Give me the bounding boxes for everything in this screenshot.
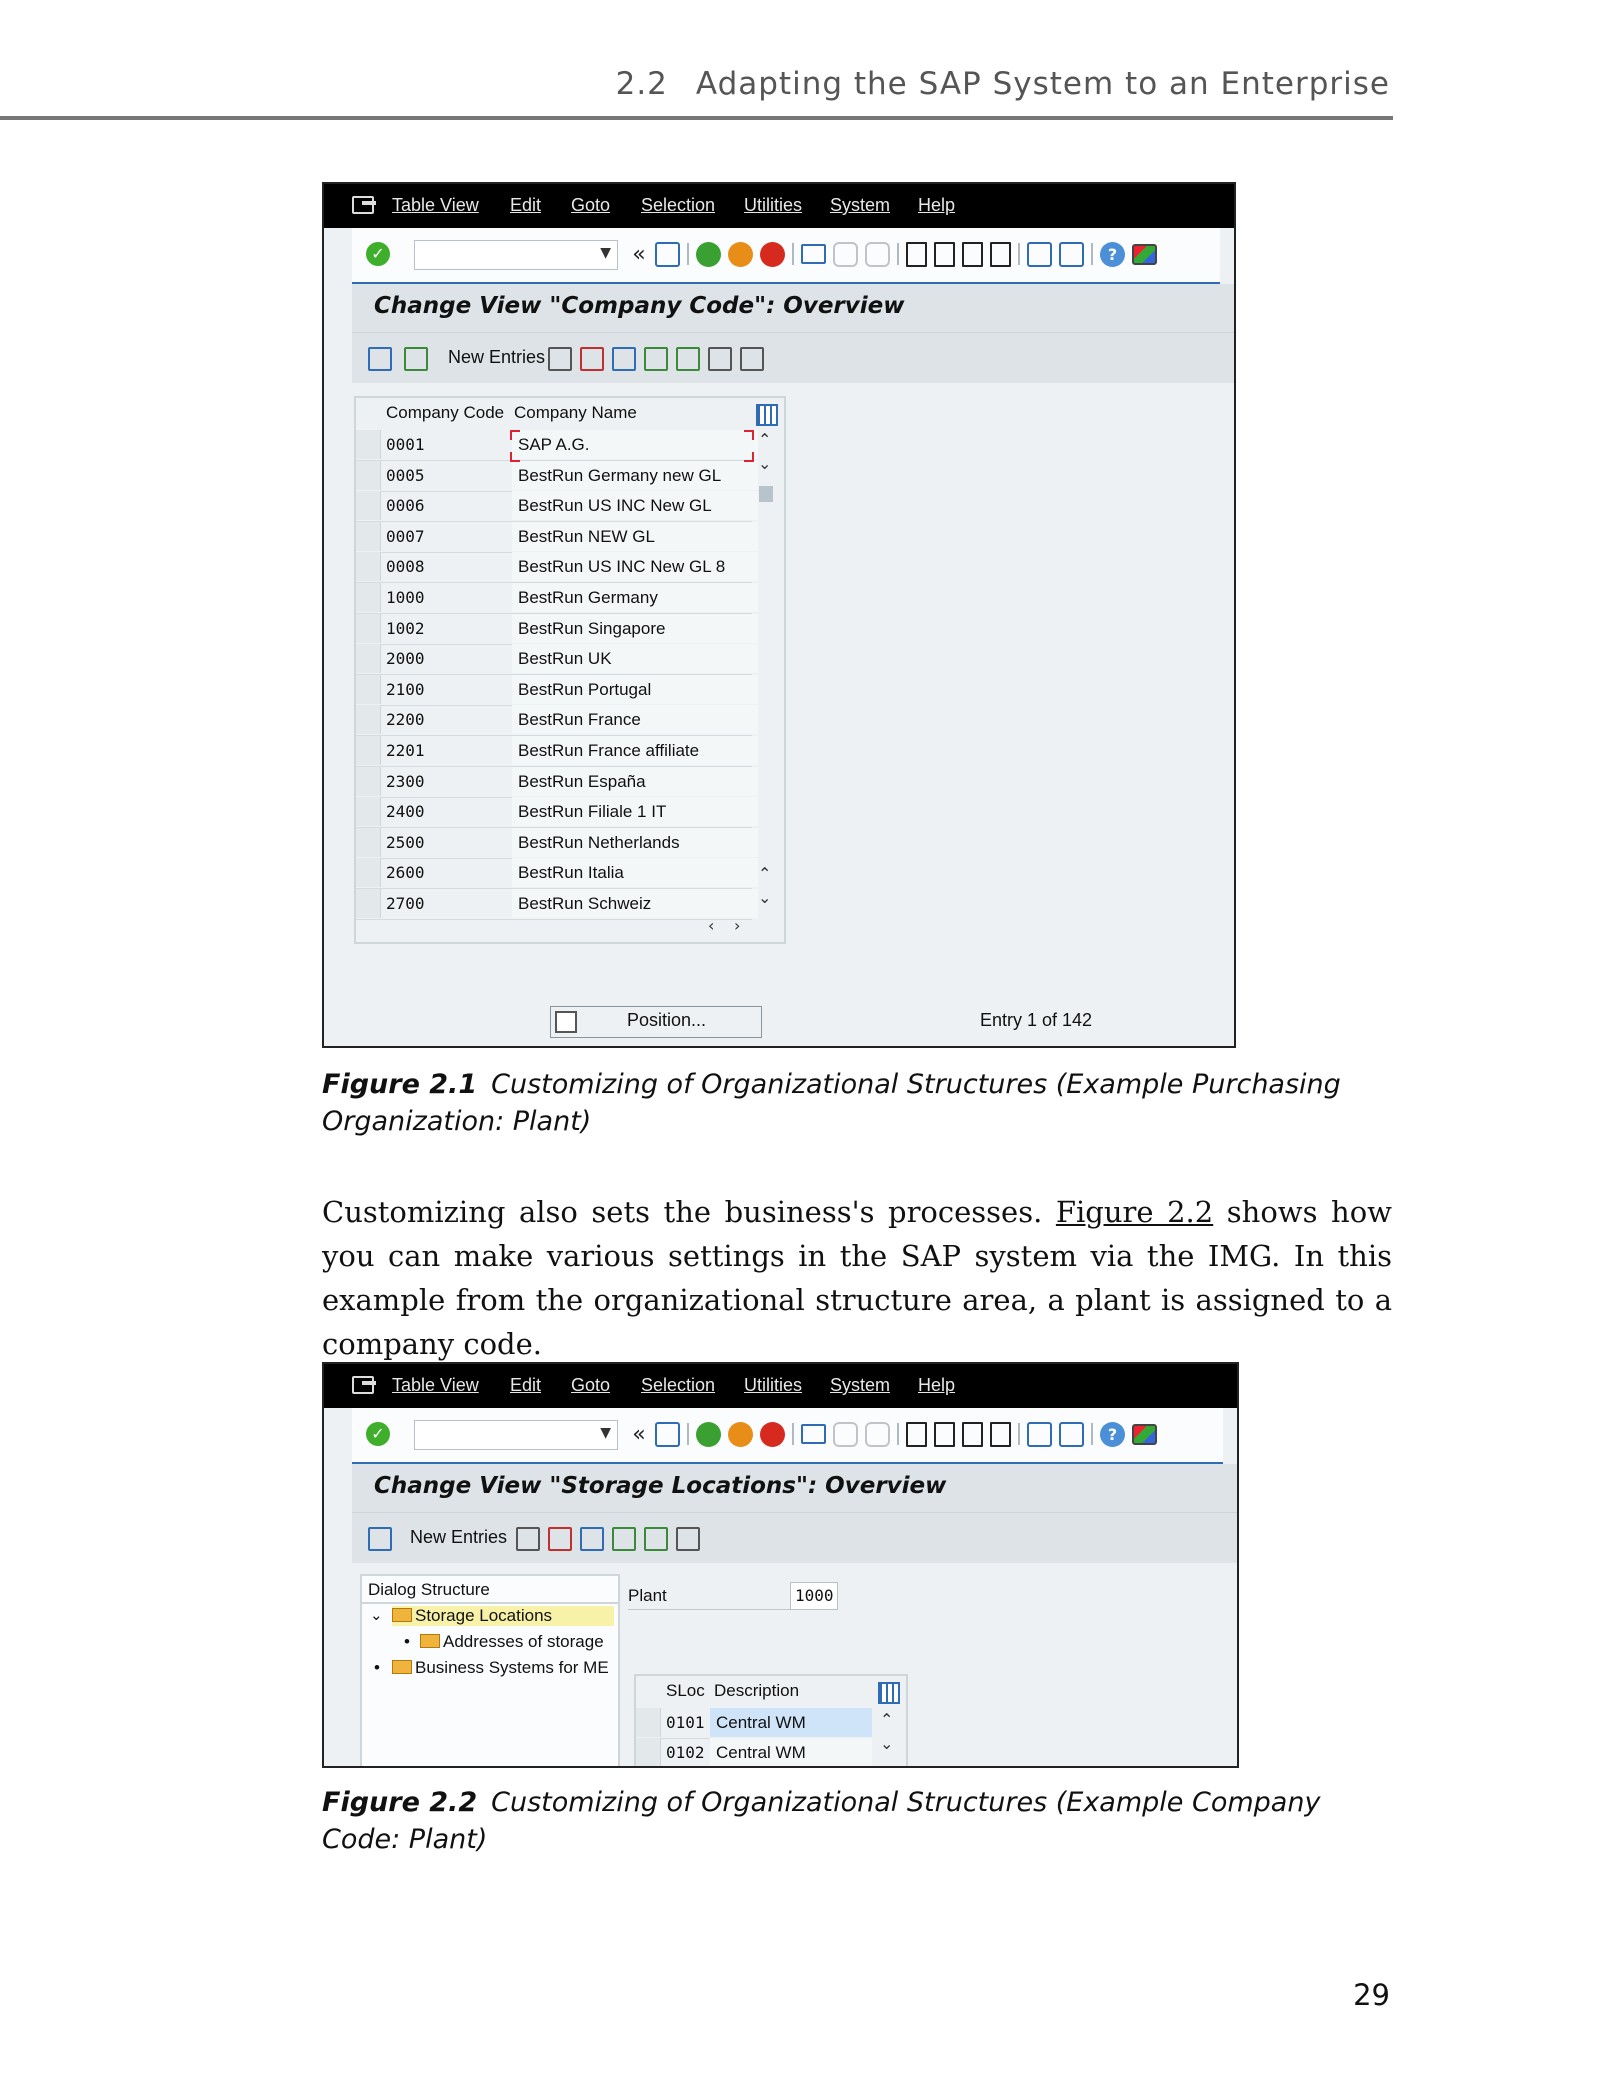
dialog-divider (362, 1602, 618, 1604)
row-selector[interactable] (356, 461, 381, 490)
company-name-cell[interactable]: BestRun France (512, 705, 758, 734)
back-icon[interactable] (696, 1422, 721, 1447)
shortcut-icon[interactable] (1059, 242, 1084, 267)
folder-icon (392, 1660, 412, 1674)
menu-system[interactable]: System (830, 1375, 891, 1395)
find-next-icon[interactable] (865, 1422, 890, 1447)
description-cell[interactable]: Central WM (710, 1708, 872, 1737)
exit-icon[interactable] (728, 1422, 753, 1447)
table-row[interactable] (356, 583, 752, 614)
open-folder-icon (392, 1608, 412, 1622)
collapse-icon[interactable]: « (632, 1421, 646, 1447)
first-page-icon[interactable] (906, 1422, 927, 1447)
company-name-cell[interactable]: BestRun UK (512, 644, 758, 673)
chevron-down-icon[interactable]: ▼ (600, 1425, 611, 1441)
table-row[interactable] (356, 430, 752, 461)
position-icon (555, 1011, 577, 1033)
row-selector[interactable] (356, 828, 381, 857)
plant-field[interactable]: 1000 (790, 1582, 838, 1610)
menu-goto[interactable]: Goto (571, 195, 611, 215)
company-name-cell[interactable]: BestRun Portugal (512, 675, 758, 704)
row-selector[interactable] (356, 705, 381, 734)
section-title: Adapting the SAP System to an Enterprise (695, 66, 1390, 102)
toolbar-separator (687, 1423, 689, 1445)
company-name-cell[interactable]: BestRun Schweiz (512, 889, 758, 918)
toolbar-separator (1091, 243, 1093, 265)
command-field[interactable] (414, 240, 618, 270)
bullet-icon: • (374, 1658, 380, 1677)
menu-goto[interactable]: Goto (571, 1375, 611, 1395)
tree-node-business-systems[interactable] (392, 1658, 616, 1678)
company-name-cell[interactable]: BestRun España (512, 767, 758, 796)
toolbar-separator (1091, 1423, 1093, 1445)
expand-chevron-icon[interactable]: ⌄ (370, 1607, 383, 1624)
next-page-icon[interactable] (962, 242, 983, 267)
toolbar-separator (792, 243, 794, 265)
delete-icon[interactable] (580, 347, 604, 371)
table-row[interactable] (356, 491, 752, 522)
focus-corner (510, 430, 520, 440)
dialog-structure-title: Dialog Structure (368, 1580, 490, 1599)
company-name-cell[interactable]: BestRun Singapore (512, 614, 758, 643)
focus-corner (744, 452, 754, 462)
row-selector[interactable] (356, 614, 381, 643)
row-selector[interactable] (356, 644, 381, 673)
scroll-down-bottom-icon[interactable]: ⌄ (758, 888, 772, 907)
figure-link[interactable]: Figure 2.2 (1055, 1195, 1214, 1229)
focus-corner (744, 430, 754, 440)
company-code-cell: 2700 (386, 894, 425, 913)
menu-system[interactable]: System (830, 195, 891, 215)
company-code-cell: 2200 (386, 710, 425, 730)
body-paragraph (322, 1190, 1392, 1366)
column-settings-icon[interactable] (878, 1682, 900, 1704)
help-icon[interactable]: ? (1100, 242, 1125, 267)
screen-title: Change View "Company Code": Overview (374, 293, 905, 319)
enter-icon[interactable]: ✓ (366, 242, 390, 266)
system-toolbar (352, 1408, 1223, 1465)
collapse-icon[interactable]: « (632, 241, 646, 267)
header-rule (0, 116, 1393, 120)
entry-counter: Entry 1 of 142 (980, 1010, 1093, 1030)
table-row[interactable] (356, 858, 752, 889)
menu-table-view[interactable]: Table View (392, 1375, 479, 1395)
back-icon[interactable] (696, 242, 721, 267)
paragraph-text-end: shows how you can make various settings in the SAP system via the IMG. In this example from the organizational structure area, a plant is assigned to a company code. (322, 1195, 1392, 1361)
section-number: 2.2 (615, 66, 668, 102)
figure-caption-2 (322, 1784, 1392, 1858)
table-row[interactable] (356, 736, 752, 767)
toolbar-separator (687, 243, 689, 265)
application-toolbar (352, 1512, 1237, 1563)
plant-label: Plant (628, 1586, 667, 1605)
tree-node-addresses[interactable] (420, 1632, 616, 1652)
row-selector[interactable] (356, 583, 381, 612)
where-used-icon[interactable] (404, 347, 428, 371)
layout-menu-icon[interactable] (1132, 1424, 1157, 1445)
company-code-cell: 2500 (386, 832, 425, 852)
company-code-cell: 0005 (386, 465, 425, 485)
exit-icon[interactable] (728, 242, 753, 267)
new-session-icon[interactable] (1027, 242, 1052, 267)
save-icon[interactable] (655, 1422, 680, 1447)
column-header-description[interactable]: Description (714, 1681, 800, 1700)
table-row[interactable] (356, 705, 752, 736)
menu-bar (324, 184, 1234, 228)
figure-label: Figure 2.1 (322, 1069, 478, 1100)
sloc-cell: 0101 (666, 1713, 705, 1732)
company-name-cell[interactable]: BestRun Germany (512, 583, 758, 612)
previous-page-icon[interactable] (934, 1422, 955, 1447)
row-selector[interactable] (356, 767, 381, 796)
scroll-down-icon[interactable]: ⌄ (758, 454, 772, 473)
table-row[interactable] (356, 797, 752, 828)
company-code-cell: 2300 (386, 771, 425, 791)
table-row[interactable] (356, 675, 752, 706)
figure-caption-1 (322, 1066, 1392, 1140)
company-code-cell: 0008 (386, 557, 425, 577)
description-cell[interactable]: Central WM (710, 1738, 872, 1767)
tree-node-storage-locations[interactable] (392, 1606, 614, 1626)
save-icon[interactable] (655, 242, 680, 267)
column-header-company-code[interactable]: Company Code (386, 403, 505, 422)
first-page-icon[interactable] (906, 242, 927, 267)
paragraph-text-start: Customizing also sets the business's processes. (322, 1195, 1043, 1229)
menu-utilities[interactable]: Utilities (744, 195, 803, 215)
find-icon[interactable] (833, 242, 858, 267)
new-session-icon[interactable] (1027, 1422, 1052, 1447)
menu-edit[interactable]: Edit (510, 195, 542, 215)
copy-icon[interactable] (516, 1527, 540, 1551)
help-icon[interactable]: ? (1100, 1422, 1125, 1447)
scroll-up-icon[interactable]: ⌃ (880, 1710, 894, 1729)
display-change-icon[interactable] (368, 347, 392, 371)
row-selector[interactable] (356, 491, 381, 520)
menu-selection[interactable]: Selection (641, 1375, 716, 1395)
dialog-structure-panel (360, 1574, 620, 1768)
toolbar-separator (792, 1423, 794, 1445)
new-entries-button[interactable]: New Entries (448, 347, 546, 367)
figure-label: Figure 2.2 (322, 1787, 478, 1818)
company-name-cell[interactable]: BestRun Italia (512, 858, 758, 887)
print-icon[interactable] (801, 244, 826, 264)
company-name-cell[interactable]: BestRun US INC New GL 8 (512, 552, 758, 581)
print-list-icon[interactable] (740, 347, 764, 371)
table-row[interactable] (356, 552, 752, 583)
company-code-table (354, 396, 786, 944)
company-code-cell: 0006 (386, 496, 425, 516)
company-name-cell[interactable]: BestRun US INC New GL (512, 491, 758, 520)
toolbar-separator (1018, 243, 1020, 265)
menu-edit[interactable]: Edit (510, 1375, 542, 1395)
company-code-cell: 2100 (386, 679, 425, 699)
page-number: 29 (1353, 1978, 1390, 2012)
position-label: Position... (627, 1010, 707, 1030)
previous-page-icon[interactable] (934, 242, 955, 267)
company-name-cell[interactable]: BestRun Germany new GL (512, 461, 758, 490)
scroll-down-icon[interactable]: ⌄ (880, 1734, 894, 1753)
row-selector[interactable] (356, 797, 381, 826)
find-next-icon[interactable] (865, 242, 890, 267)
table-row[interactable] (636, 1708, 872, 1739)
table-row[interactable] (356, 828, 752, 859)
deselect-all-icon[interactable] (708, 347, 732, 371)
deselect-all-icon[interactable] (676, 1527, 700, 1551)
cancel-icon[interactable] (760, 1422, 785, 1447)
column-settings-icon[interactable] (756, 404, 778, 426)
bullet-icon: • (404, 1632, 410, 1651)
last-page-icon[interactable] (990, 1422, 1011, 1447)
menu-bar (324, 1364, 1237, 1408)
new-entries-button[interactable]: New Entries (410, 1527, 508, 1547)
figure-caption-text: Customizing of Organizational Structures (Example Company Code: Plant) (322, 1787, 1321, 1855)
tree-node-label: Business Systems for ME (415, 1658, 609, 1677)
sloc-cell: 0102 (666, 1743, 705, 1762)
layout-menu-icon[interactable] (1132, 244, 1157, 265)
delete-icon[interactable] (548, 1527, 572, 1551)
sap-window-company-code (322, 182, 1236, 1048)
scroll-up-icon[interactable]: ⌃ (758, 430, 772, 449)
table-row[interactable] (636, 1738, 872, 1768)
toolbar-separator (1018, 1423, 1020, 1445)
storage-location-table (634, 1674, 908, 1768)
focus-corner (510, 452, 520, 462)
shortcut-icon[interactable] (1059, 1422, 1084, 1447)
chevron-down-icon[interactable]: ▼ (600, 245, 611, 261)
sap-window-storage-locations (322, 1362, 1239, 1768)
position-button[interactable] (550, 1006, 762, 1038)
last-page-icon[interactable] (990, 242, 1011, 267)
plant-label-underline (628, 1609, 796, 1610)
menu-utilities[interactable]: Utilities (744, 1375, 803, 1395)
command-field[interactable] (414, 1420, 618, 1450)
company-code-cell: 1000 (386, 588, 425, 607)
row-selector[interactable] (356, 858, 381, 887)
column-header-company-name[interactable]: Company Name (514, 403, 637, 422)
toolbar-separator (897, 243, 899, 265)
menu-selection[interactable]: Selection (641, 195, 716, 215)
screen-title: Change View "Storage Locations": Overview (374, 1473, 947, 1499)
scrollbar-thumb[interactable] (759, 486, 773, 502)
display-change-icon[interactable] (368, 1527, 392, 1551)
scroll-right-icon[interactable]: › (734, 916, 741, 935)
company-name-cell[interactable]: SAP A.G. (512, 430, 758, 459)
undo-icon[interactable] (580, 1527, 604, 1551)
company-name-cell[interactable]: BestRun NEW GL (512, 522, 758, 551)
title-bar (352, 284, 1234, 332)
company-code-cell: 1002 (386, 618, 425, 638)
row-selector[interactable] (356, 736, 381, 765)
company-code-cell: 2000 (386, 649, 425, 669)
company-name-cell[interactable]: BestRun Filiale 1 IT (512, 797, 758, 826)
application-toolbar (352, 332, 1234, 383)
select-block-icon[interactable] (644, 1527, 668, 1551)
menu-help[interactable]: Help (918, 195, 956, 215)
select-block-icon[interactable] (676, 347, 700, 371)
table-row[interactable] (356, 461, 752, 492)
scroll-up-bottom-icon[interactable]: ⌃ (758, 864, 772, 883)
menu-icon[interactable] (352, 196, 374, 214)
select-all-icon[interactable] (612, 1527, 636, 1551)
tree-node-label: Addresses of storage (443, 1632, 604, 1651)
row-selector[interactable] (636, 1708, 661, 1737)
table-row[interactable] (356, 614, 752, 645)
enter-icon[interactable]: ✓ (366, 1422, 390, 1446)
menu-help[interactable]: Help (918, 1375, 956, 1395)
print-icon[interactable] (801, 1424, 826, 1444)
tree-node-label: Storage Locations (415, 1606, 553, 1625)
company-code-cell: 0001 (386, 435, 425, 454)
scroll-left-icon[interactable]: ‹ (708, 916, 715, 935)
row-selector[interactable] (356, 430, 381, 459)
table-row[interactable] (356, 889, 752, 920)
next-page-icon[interactable] (962, 1422, 983, 1447)
figure-caption-text: Customizing of Organizational Structures (Example Purchasing Organization: Plant) (322, 1069, 1341, 1137)
company-code-cell: 0007 (386, 526, 425, 546)
column-header-sloc[interactable]: SLoc (666, 1681, 705, 1700)
menu-table-view[interactable]: Table View (392, 195, 479, 215)
table-row[interactable] (356, 522, 752, 553)
row-selector[interactable] (356, 675, 381, 704)
row-selector[interactable] (356, 552, 381, 581)
table-row[interactable] (356, 644, 752, 675)
company-name-cell[interactable]: BestRun France affiliate (512, 736, 758, 765)
company-code-cell: 2201 (386, 741, 425, 760)
company-code-cell: 2400 (386, 802, 425, 822)
company-code-cell: 2600 (386, 863, 425, 883)
running-header (616, 66, 1390, 102)
find-icon[interactable] (833, 1422, 858, 1447)
system-toolbar (352, 228, 1220, 285)
select-all-icon[interactable] (644, 347, 668, 371)
row-selector[interactable] (356, 522, 381, 551)
title-bar (352, 1464, 1237, 1512)
row-selector[interactable] (636, 1738, 661, 1767)
table-row[interactable] (356, 767, 752, 798)
company-name-cell[interactable]: BestRun Netherlands (512, 828, 758, 857)
toolbar-separator (897, 1423, 899, 1445)
cancel-icon[interactable] (760, 242, 785, 267)
row-selector[interactable] (356, 889, 381, 918)
folder-icon (420, 1634, 440, 1648)
menu-icon[interactable] (352, 1376, 374, 1394)
undo-icon[interactable] (612, 347, 636, 371)
copy-icon[interactable] (548, 347, 572, 371)
